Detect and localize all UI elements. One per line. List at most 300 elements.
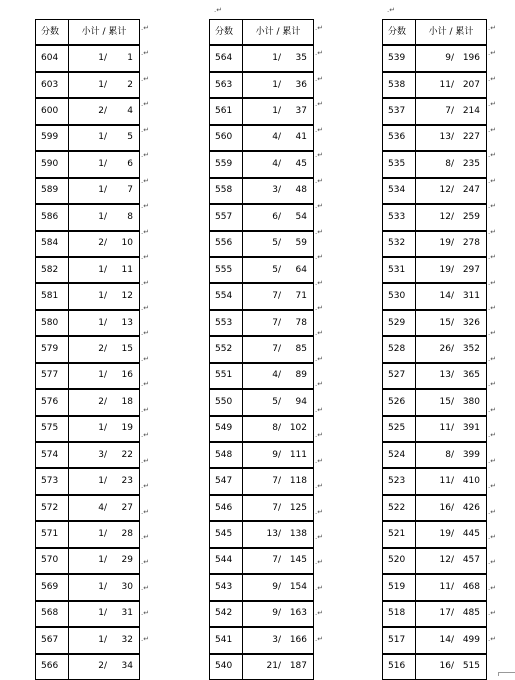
count-cell bbox=[416, 363, 487, 389]
subtotal-value: 12/ bbox=[439, 211, 454, 222]
count-values bbox=[69, 54, 139, 63]
row-end-mark: .↵ bbox=[315, 202, 324, 211]
row-end-mark: .↵ bbox=[315, 583, 324, 592]
table-row bbox=[210, 204, 314, 230]
count-cell bbox=[416, 45, 487, 71]
cumulative-value: 445 bbox=[462, 529, 480, 540]
row-end-mark: .↵ bbox=[488, 533, 497, 541]
score-cell: 561 bbox=[210, 98, 243, 124]
count-cell bbox=[416, 416, 487, 442]
score-table-3 bbox=[382, 19, 487, 680]
score-cell: 566 bbox=[36, 654, 69, 680]
subtotal-value: 1/ bbox=[272, 53, 281, 64]
count-values bbox=[416, 292, 486, 301]
subtotal-value: 11/ bbox=[439, 476, 454, 487]
count-cell bbox=[243, 72, 314, 98]
count-values bbox=[69, 451, 139, 460]
cumulative-value: 16 bbox=[121, 370, 133, 381]
count-values bbox=[69, 133, 139, 142]
table-row bbox=[383, 574, 487, 600]
header-subtotal: 小计 / 累计 bbox=[69, 20, 140, 46]
subtotal-value: 1/ bbox=[98, 370, 107, 381]
score-cell: 577 bbox=[36, 363, 69, 389]
subtotal-value: 7/ bbox=[445, 106, 454, 117]
subtotal-value: 15/ bbox=[439, 396, 454, 407]
cumulative-value: 12 bbox=[121, 291, 133, 302]
count-values bbox=[69, 530, 139, 539]
table-row bbox=[383, 151, 487, 177]
score-cell: 553 bbox=[210, 310, 243, 336]
count-cell bbox=[243, 363, 314, 389]
cumulative-value: 457 bbox=[462, 555, 480, 566]
row-end-mark: .↵ bbox=[141, 202, 150, 211]
count-values bbox=[69, 239, 139, 248]
table-row bbox=[210, 283, 314, 309]
score-cell: 550 bbox=[210, 389, 243, 415]
table-row bbox=[210, 45, 314, 71]
row-end-mark: .↵ bbox=[315, 431, 324, 440]
table-header-row bbox=[383, 20, 487, 46]
count-values bbox=[69, 662, 139, 671]
score-cell: 531 bbox=[383, 257, 416, 283]
row-end-mark: .↵ bbox=[141, 354, 150, 363]
table-row bbox=[36, 416, 140, 442]
table-row bbox=[36, 151, 140, 177]
score-cell: 522 bbox=[383, 495, 416, 521]
cumulative-value: 214 bbox=[462, 106, 480, 117]
header-subtotal: 小计 / 累计 bbox=[243, 20, 314, 46]
table-row bbox=[383, 601, 487, 627]
subtotal-value: 1/ bbox=[98, 581, 107, 592]
score-cell: 532 bbox=[383, 231, 416, 257]
row-end-mark: .↵ bbox=[141, 176, 150, 185]
score-cell: 521 bbox=[383, 521, 416, 547]
table-row bbox=[210, 98, 314, 124]
header-score: 分数 bbox=[383, 20, 416, 46]
subtotal-value: 12/ bbox=[439, 185, 454, 196]
count-values bbox=[243, 160, 313, 169]
subtotal-value: 4/ bbox=[272, 132, 281, 143]
count-cell bbox=[69, 336, 140, 362]
count-cell bbox=[69, 548, 140, 574]
subtotal-value: 9/ bbox=[445, 53, 454, 64]
cumulative-value: 22 bbox=[121, 449, 133, 460]
score-cell: 567 bbox=[36, 627, 69, 653]
table-row bbox=[36, 363, 140, 389]
score-cell: 576 bbox=[36, 389, 69, 415]
subtotal-value: 5/ bbox=[272, 264, 281, 275]
count-values bbox=[243, 107, 313, 116]
row-end-mark: .↵ bbox=[488, 202, 497, 211]
row-end-mark: .↵ bbox=[141, 253, 150, 262]
score-cell: 563 bbox=[210, 72, 243, 98]
row-end-mark: .↵ bbox=[315, 49, 324, 58]
count-cell bbox=[243, 283, 314, 309]
count-cell bbox=[416, 521, 487, 547]
cumulative-value: 59 bbox=[295, 238, 307, 249]
subtotal-value: 8/ bbox=[272, 423, 281, 434]
subtotal-value: 14/ bbox=[439, 291, 454, 302]
cumulative-value: 235 bbox=[462, 158, 480, 169]
score-cell: 582 bbox=[36, 257, 69, 283]
subtotal-value: 1/ bbox=[272, 79, 281, 90]
subtotal-value: 7/ bbox=[272, 555, 281, 566]
count-values bbox=[416, 609, 486, 618]
subtotal-value: 1/ bbox=[98, 291, 107, 302]
score-cell: 536 bbox=[383, 125, 416, 151]
count-values bbox=[243, 266, 313, 275]
count-cell bbox=[69, 310, 140, 336]
cumulative-value: 111 bbox=[289, 449, 307, 460]
subtotal-value: 16/ bbox=[439, 502, 454, 513]
row-end-mark: .↵ bbox=[141, 507, 150, 516]
score-cell: 569 bbox=[36, 574, 69, 600]
subtotal-value: 13/ bbox=[439, 132, 454, 143]
cumulative-value: 426 bbox=[462, 502, 480, 513]
count-values bbox=[69, 319, 139, 328]
count-values bbox=[69, 107, 139, 116]
count-values bbox=[69, 160, 139, 169]
count-values bbox=[243, 239, 313, 248]
row-end-mark: .↵ bbox=[315, 507, 324, 516]
row-end-mark: .↵ bbox=[315, 380, 324, 389]
row-end-mark: .↵ bbox=[141, 151, 150, 160]
row-end-mark: .↵ bbox=[488, 100, 497, 109]
table-row bbox=[36, 257, 140, 283]
cumulative-value: 10 bbox=[121, 238, 133, 249]
cumulative-value: 29 bbox=[121, 555, 133, 566]
cumulative-value: 468 bbox=[462, 581, 480, 592]
score-cell: 549 bbox=[210, 416, 243, 442]
score-cell: 528 bbox=[383, 336, 416, 362]
score-cell: 573 bbox=[36, 468, 69, 494]
count-cell bbox=[416, 178, 487, 204]
table-row bbox=[36, 336, 140, 362]
cumulative-value: 380 bbox=[462, 396, 480, 407]
cumulative-value: 41 bbox=[295, 132, 307, 143]
count-cell bbox=[243, 627, 314, 653]
subtotal-value: 5/ bbox=[272, 238, 281, 249]
subtotal-value: 2/ bbox=[98, 238, 107, 249]
count-cell bbox=[416, 257, 487, 283]
score-cell: 555 bbox=[210, 257, 243, 283]
subtotal-value: 1/ bbox=[98, 608, 107, 619]
count-cell bbox=[69, 283, 140, 309]
cumulative-value: 499 bbox=[462, 634, 480, 645]
subtotal-value: 1/ bbox=[98, 264, 107, 275]
cumulative-value: 365 bbox=[462, 370, 480, 381]
cumulative-value: 28 bbox=[121, 529, 133, 540]
table-row bbox=[383, 389, 487, 415]
cumulative-value: 1 bbox=[127, 53, 133, 64]
score-cell: 524 bbox=[383, 442, 416, 468]
paragraph-mark: .↵ bbox=[387, 6, 396, 14]
subtotal-value: 17/ bbox=[439, 608, 454, 619]
count-values bbox=[69, 186, 139, 195]
table-row bbox=[210, 257, 314, 283]
score-cell: 558 bbox=[210, 178, 243, 204]
cumulative-value: 78 bbox=[295, 317, 307, 328]
count-values bbox=[243, 530, 313, 539]
table-row bbox=[383, 125, 487, 151]
subtotal-value: 1/ bbox=[98, 634, 107, 645]
row-end-mark: .↵ bbox=[315, 354, 324, 363]
count-cell bbox=[243, 548, 314, 574]
count-values bbox=[69, 398, 139, 407]
score-cell: 519 bbox=[383, 574, 416, 600]
count-cell bbox=[416, 204, 487, 230]
count-cell bbox=[69, 178, 140, 204]
table-row bbox=[36, 45, 140, 71]
row-end-mark: .↵ bbox=[488, 74, 497, 83]
score-cell: 572 bbox=[36, 495, 69, 521]
score-cell: 548 bbox=[210, 442, 243, 468]
table-row bbox=[383, 468, 487, 494]
count-values bbox=[243, 609, 313, 618]
row-end-mark: .↵ bbox=[315, 609, 324, 618]
count-values bbox=[243, 477, 313, 486]
score-cell: 540 bbox=[210, 654, 243, 680]
row-end-mark: .↵ bbox=[488, 278, 497, 287]
cumulative-value: 247 bbox=[462, 185, 480, 196]
row-end-mark: .↵ bbox=[488, 151, 497, 160]
cumulative-value: 2 bbox=[127, 79, 133, 90]
subtotal-value: 3/ bbox=[272, 634, 281, 645]
subtotal-value: 13/ bbox=[439, 370, 454, 381]
cumulative-value: 18 bbox=[121, 396, 133, 407]
table-row bbox=[36, 178, 140, 204]
table-row bbox=[383, 363, 487, 389]
count-cell bbox=[243, 231, 314, 257]
cumulative-value: 11 bbox=[121, 264, 133, 275]
table-row bbox=[36, 231, 140, 257]
count-cell bbox=[416, 72, 487, 98]
count-cell bbox=[416, 336, 487, 362]
subtotal-value: 2/ bbox=[98, 661, 107, 672]
row-end-mark: .↵ bbox=[141, 456, 150, 465]
row-end-mark: .↵ bbox=[141, 558, 150, 567]
count-cell bbox=[69, 389, 140, 415]
table-row bbox=[210, 442, 314, 468]
count-values bbox=[416, 398, 486, 407]
count-values bbox=[69, 81, 139, 90]
row-end-mark: .↵ bbox=[315, 278, 324, 287]
table-row bbox=[210, 151, 314, 177]
table-row bbox=[36, 548, 140, 574]
count-values bbox=[69, 213, 139, 222]
table-row bbox=[210, 601, 314, 627]
subtotal-value: 13/ bbox=[266, 529, 281, 540]
score-cell: 520 bbox=[383, 548, 416, 574]
count-values bbox=[243, 451, 313, 460]
score-cell: 541 bbox=[210, 627, 243, 653]
score-cell: 538 bbox=[383, 72, 416, 98]
row-end-mark: .↵ bbox=[315, 329, 324, 338]
table-row bbox=[210, 495, 314, 521]
count-cell bbox=[416, 627, 487, 653]
cumulative-value: 391 bbox=[462, 423, 480, 434]
count-values bbox=[243, 398, 313, 407]
subtotal-value: 1/ bbox=[98, 476, 107, 487]
count-values bbox=[416, 636, 486, 645]
row-end-mark: .↵ bbox=[315, 125, 324, 134]
score-cell: 568 bbox=[36, 601, 69, 627]
subtotal-value: 19/ bbox=[439, 529, 454, 540]
subtotal-value: 15/ bbox=[439, 317, 454, 328]
table-row bbox=[36, 468, 140, 494]
score-cell: 580 bbox=[36, 310, 69, 336]
count-values bbox=[69, 556, 139, 565]
count-values bbox=[416, 54, 486, 63]
cumulative-value: 7 bbox=[127, 185, 133, 196]
row-end-mark: .↵ bbox=[488, 431, 497, 440]
table-row bbox=[210, 548, 314, 574]
table-row bbox=[210, 178, 314, 204]
row-end-mark: .↵ bbox=[488, 507, 497, 516]
table-row bbox=[210, 310, 314, 336]
score-cell: 552 bbox=[210, 336, 243, 362]
cumulative-value: 326 bbox=[462, 317, 480, 328]
count-values bbox=[69, 609, 139, 618]
row-end-mark: .↵ bbox=[141, 380, 150, 389]
count-cell bbox=[416, 283, 487, 309]
table-row bbox=[36, 495, 140, 521]
cumulative-value: 94 bbox=[295, 396, 307, 407]
row-end-mark: .↵ bbox=[141, 227, 150, 236]
table-row bbox=[383, 178, 487, 204]
score-table-1 bbox=[35, 19, 140, 680]
table-row bbox=[210, 72, 314, 98]
cumulative-value: 31 bbox=[121, 608, 133, 619]
count-cell bbox=[243, 521, 314, 547]
score-cell: 586 bbox=[36, 204, 69, 230]
count-cell bbox=[416, 231, 487, 257]
row-end-mark: .↵ bbox=[315, 100, 324, 109]
row-end-mark: .↵ bbox=[141, 609, 150, 618]
subtotal-value: 19/ bbox=[439, 238, 454, 249]
score-cell: 527 bbox=[383, 363, 416, 389]
score-cell: 525 bbox=[383, 416, 416, 442]
table-row bbox=[383, 231, 487, 257]
row-end-mark: .↵ bbox=[141, 405, 150, 414]
row-end-mark: .↵ bbox=[315, 151, 324, 160]
count-values bbox=[416, 213, 486, 222]
score-cell: 545 bbox=[210, 521, 243, 547]
count-cell bbox=[243, 601, 314, 627]
table-row bbox=[383, 45, 487, 71]
subtotal-value: 11/ bbox=[439, 423, 454, 434]
row-end-mark: .↵ bbox=[141, 634, 150, 643]
cumulative-value: 259 bbox=[462, 211, 480, 222]
cumulative-value: 207 bbox=[462, 79, 480, 90]
count-cell bbox=[69, 601, 140, 627]
subtotal-value: 1/ bbox=[272, 106, 281, 117]
count-values bbox=[69, 266, 139, 275]
subtotal-value: 12/ bbox=[439, 555, 454, 566]
score-cell: 589 bbox=[36, 178, 69, 204]
count-cell bbox=[416, 151, 487, 177]
subtotal-value: 9/ bbox=[272, 608, 281, 619]
cumulative-value: 27 bbox=[121, 502, 133, 513]
count-values bbox=[243, 556, 313, 565]
cumulative-value: 54 bbox=[295, 211, 307, 222]
row-end-mark: .↵ bbox=[141, 431, 150, 440]
row-end-mark: .↵ bbox=[315, 405, 324, 414]
count-values bbox=[243, 504, 313, 513]
table-row bbox=[36, 574, 140, 600]
table-row bbox=[210, 389, 314, 415]
count-values bbox=[243, 292, 313, 301]
count-cell bbox=[416, 125, 487, 151]
header-subtotal: 小计 / 累计 bbox=[416, 20, 487, 46]
score-cell: 534 bbox=[383, 178, 416, 204]
count-values bbox=[243, 133, 313, 142]
score-cell: 546 bbox=[210, 495, 243, 521]
count-values bbox=[69, 292, 139, 301]
table-header-row bbox=[36, 20, 140, 46]
subtotal-value: 3/ bbox=[98, 449, 107, 460]
score-cell: 537 bbox=[383, 98, 416, 124]
row-end-mark: .↵ bbox=[315, 456, 324, 465]
table-row bbox=[383, 548, 487, 574]
count-values bbox=[416, 266, 486, 275]
row-end-mark: .↵ bbox=[315, 634, 324, 643]
count-cell bbox=[416, 442, 487, 468]
table-row bbox=[383, 442, 487, 468]
cumulative-value: 187 bbox=[289, 661, 307, 672]
row-end-mark: .↵ bbox=[488, 176, 497, 185]
cumulative-value: 85 bbox=[295, 343, 307, 354]
row-end-mark: .↵ bbox=[488, 609, 497, 618]
cumulative-value: 352 bbox=[462, 343, 480, 354]
subtotal-value: 2/ bbox=[98, 343, 107, 354]
paragraph-mark: .↵ bbox=[214, 6, 223, 14]
subtotal-value: 7/ bbox=[272, 317, 281, 328]
count-values bbox=[69, 504, 139, 513]
score-cell: 556 bbox=[210, 231, 243, 257]
count-cell bbox=[416, 98, 487, 124]
table-row bbox=[36, 283, 140, 309]
subtotal-value: 2/ bbox=[98, 106, 107, 117]
table-row bbox=[210, 574, 314, 600]
count-values bbox=[416, 371, 486, 380]
score-cell: 533 bbox=[383, 204, 416, 230]
count-cell bbox=[416, 389, 487, 415]
score-cell: 517 bbox=[383, 627, 416, 653]
count-cell bbox=[69, 574, 140, 600]
count-cell bbox=[243, 574, 314, 600]
score-cell: 529 bbox=[383, 310, 416, 336]
cumulative-value: 19 bbox=[121, 423, 133, 434]
score-cell: 584 bbox=[36, 231, 69, 257]
table-row bbox=[36, 389, 140, 415]
count-cell bbox=[243, 257, 314, 283]
count-values bbox=[416, 583, 486, 592]
count-values bbox=[416, 530, 486, 539]
count-values bbox=[416, 107, 486, 116]
score-cell: 579 bbox=[36, 336, 69, 362]
cumulative-value: 278 bbox=[462, 238, 480, 249]
count-cell bbox=[69, 521, 140, 547]
cumulative-value: 34 bbox=[121, 661, 133, 672]
count-cell bbox=[69, 363, 140, 389]
cumulative-value: 102 bbox=[289, 423, 307, 434]
header-score: 分数 bbox=[210, 20, 243, 46]
cumulative-value: 6 bbox=[127, 158, 133, 169]
row-end-mark: .↵ bbox=[488, 558, 497, 567]
score-cell: 523 bbox=[383, 468, 416, 494]
count-values bbox=[243, 662, 313, 671]
